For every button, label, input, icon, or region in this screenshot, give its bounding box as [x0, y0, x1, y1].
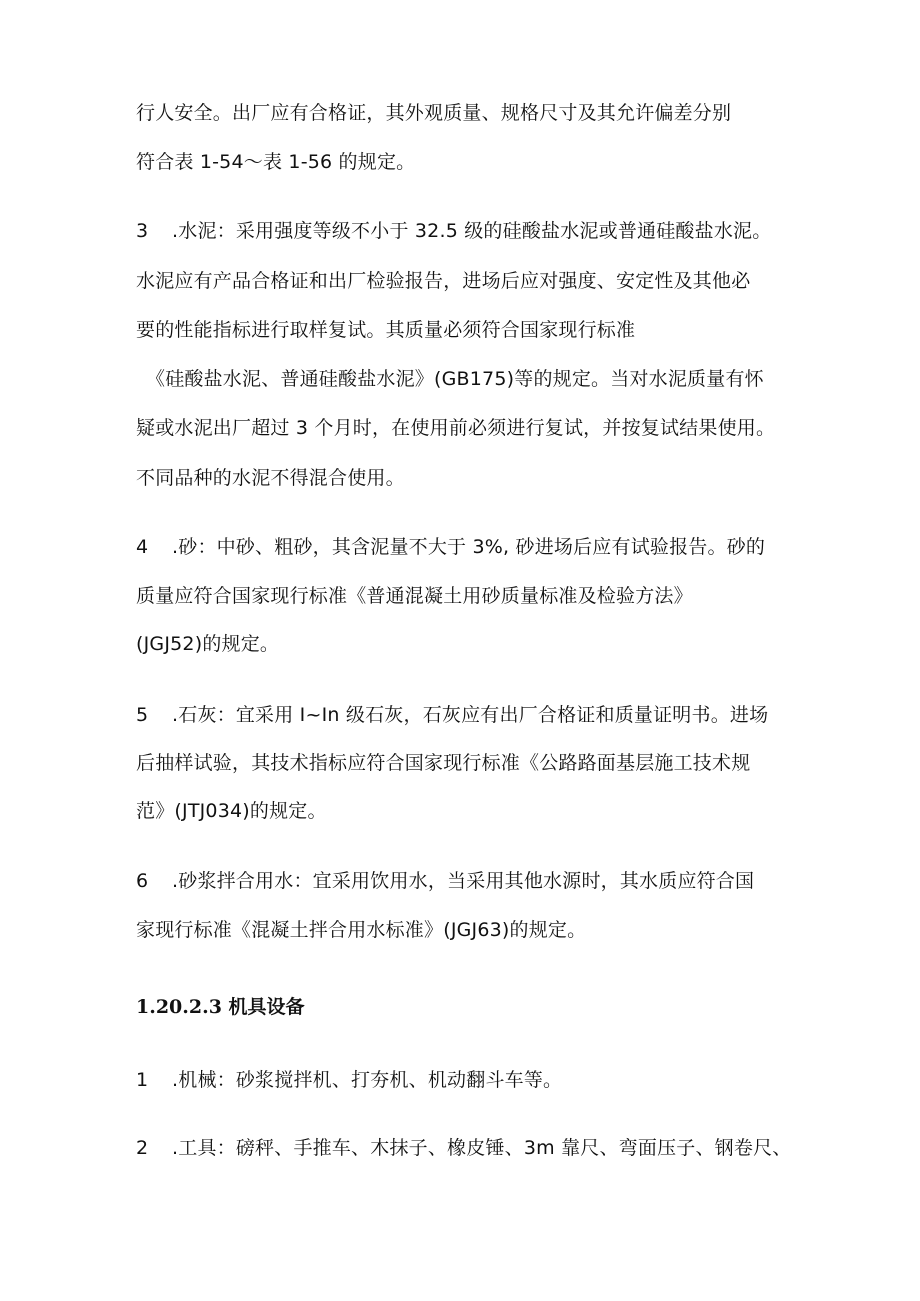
item-text: .石灰：宜采用 I~In 级石灰，石灰应有出厂合格证和质量证明书。进场: [172, 704, 769, 726]
text-line: 范》(JTJ034)的规定。: [136, 800, 327, 822]
text-line: 后抽样试验，其技术指标应符合国家现行标准《公路路面基层施工技术规: [136, 752, 751, 774]
text-line: 要的性能指标进行取样复试。其质量必须符合国家现行标准: [136, 319, 636, 341]
text-line: (JGJ52)的规定。: [136, 633, 280, 655]
text-line: 符合表 1-54～表 1-56 的规定。: [136, 151, 416, 173]
text-line: 不同品种的水泥不得混合使用。: [136, 467, 405, 489]
item-number: 1: [136, 1069, 149, 1091]
item-number: 2: [136, 1137, 149, 1159]
list-item-3: [136, 217, 771, 245]
item-text: .砂：中砂、粗砂，其含泥量不大于 3%, 砂进场后应有试验报告。砂的: [172, 536, 766, 558]
text-line: 行人安全。出厂应有合格证，其外观质量、规格尺寸及其允许偏差分别: [136, 102, 732, 124]
item-number: 3: [136, 220, 149, 242]
list-item-2: [136, 1134, 791, 1162]
item-number: 6: [136, 870, 149, 892]
list-item-6: [136, 867, 754, 895]
item-number: 5: [136, 704, 149, 726]
text-line: 质量应符合国家现行标准《普通混凝土用砂质量标准及检验方法》: [136, 585, 693, 607]
text-line: 《硅酸盐水泥、普通硅酸盐水泥》(GB175)等的规定。当对水泥质量有怀: [146, 368, 764, 390]
list-item-4: [136, 533, 765, 561]
item-text: .机械：砂浆搅拌机、打夯机、机动翻斗车等。: [172, 1069, 563, 1091]
item-text: .砂浆拌合用水：宜采用饮用水，当采用其他水源时，其水质应符合国: [172, 870, 755, 892]
item-text: .水泥：采用强度等级不小于 32.5 级的硅酸盐水泥或普通硅酸盐水泥。: [172, 220, 772, 242]
text-line: 家现行标准《混凝土拌合用水标准》(JGJ63)的规定。: [136, 919, 587, 941]
text-line: 水泥应有产品合格证和出厂检验报告，进场后应对强度、安定性及其他必: [136, 270, 751, 292]
section-heading: 1.20.2.3 机具设备: [136, 996, 305, 1018]
list-item-1: [136, 1066, 562, 1094]
list-item-5: [136, 701, 768, 729]
text-line: 疑或水泥出厂超过 3 个月时，在使用前必须进行复试，并按复试结果使用。: [136, 417, 776, 439]
item-text: .工具：磅秤、手推车、木抹子、橡皮锤、3m 靠尺、弯面压子、钢卷尺、: [172, 1137, 792, 1159]
item-number: 4: [136, 536, 149, 558]
